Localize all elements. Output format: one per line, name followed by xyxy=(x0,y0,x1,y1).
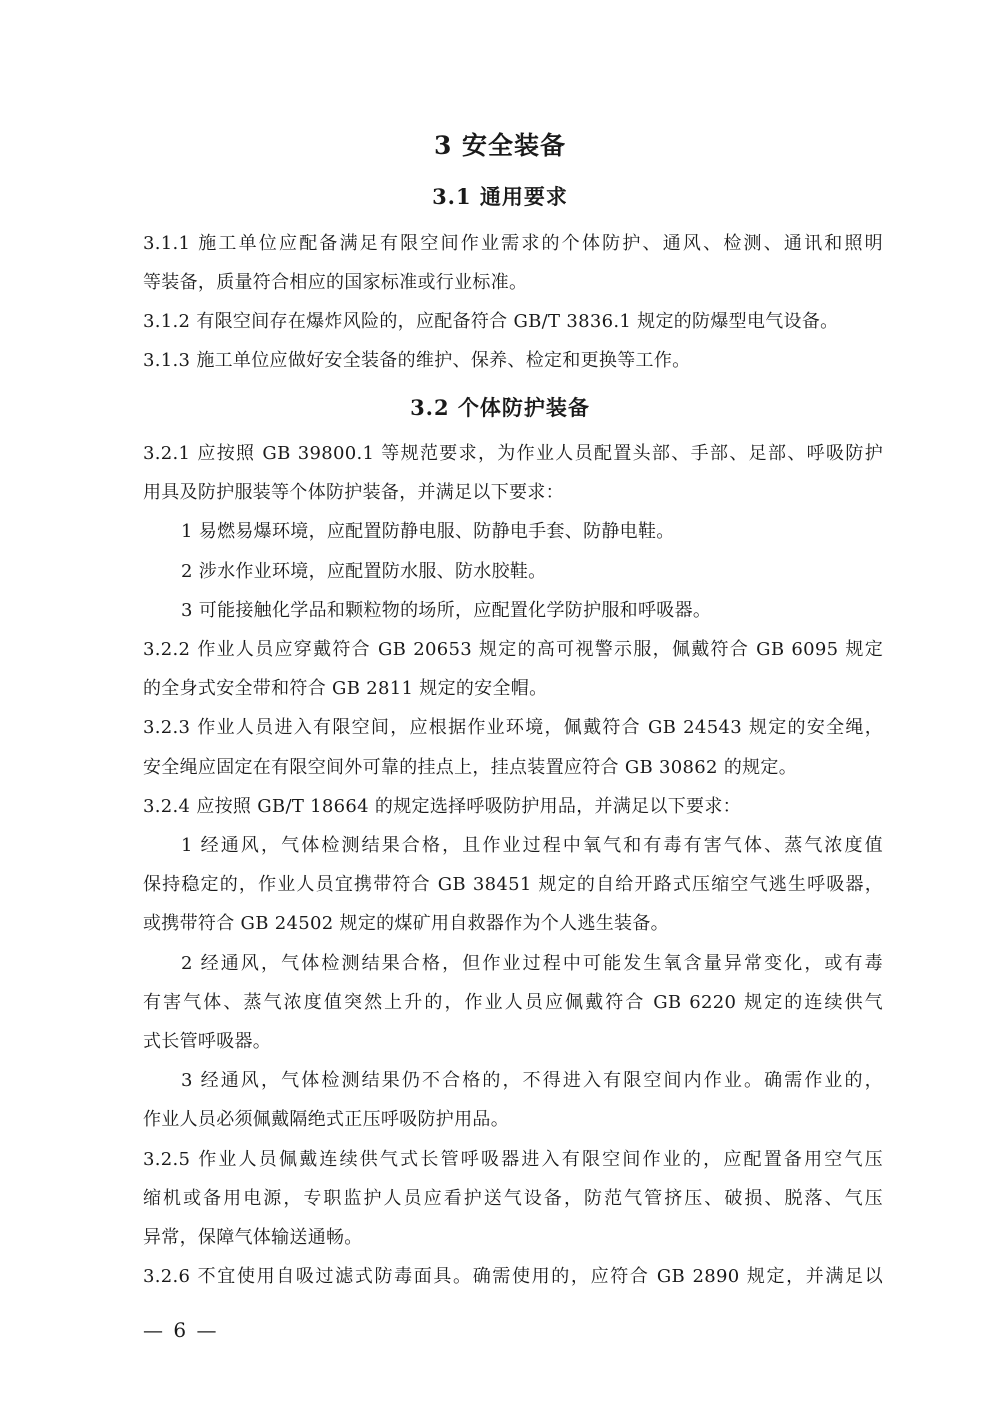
clause-3-2-4-item-1-line-1: 1 经通风，气体检测结果合格，且作业过程中氧气和有毒有害气体、蒸气浓度值 xyxy=(181,835,883,856)
clause-3-2-1-item-1: 1 易燃易爆环境，应配置防静电服、防静电手套、防静电鞋。 xyxy=(181,521,675,542)
clause-3-1-1-line-2: 等装备，质量符合相应的国家标准或行业标准。 xyxy=(143,272,528,293)
chapter-title: 3 安全装备 xyxy=(433,131,567,160)
clause-3-2-4-item-3-line-1: 3 经通风，气体检测结果仍不合格的，不得进入有限空间内作业。确需作业的， xyxy=(181,1070,883,1091)
clause-3-2-5-line-2: 缩机或备用电源，专职监护人员应看护送气设备，防范气管挤压、破损、脱落、气压 xyxy=(143,1188,883,1209)
clause-3-2-5-line-3: 异常，保障气体输送通畅。 xyxy=(143,1227,363,1248)
clause-3-2-1-line-1: 3.2.1 应按照 GB 39800.1 等规范要求，为作业人员配置头部、手部、足部、呼吸防护 xyxy=(143,443,883,464)
clause-3-1-1-line-1: 3.1.1 施工单位应配备满足有限空间作业需求的个体防护、通风、检测、通讯和照明 xyxy=(143,233,883,254)
clause-3-2-4-item-1-line-2: 保持稳定的，作业人员宜携带符合 GB 38451 规定的自给开路式压缩空气逃生呼吸器， xyxy=(143,874,883,895)
clause-3-2-2-line-2: 的全身式安全带和符合 GB 2811 规定的安全帽。 xyxy=(143,678,548,699)
clause-3-2-4-item-2-line-3: 式长管呼吸器。 xyxy=(143,1031,272,1052)
clause-3-1-2-line-1: 3.1.2 有限空间存在爆炸风险的，应配备符合 GB/T 3836.1 规定的防爆型电气设备。 xyxy=(143,311,839,332)
clause-3-2-3-line-1: 3.2.3 作业人员进入有限空间，应根据作业环境，佩戴符合 GB 24543 规定的安全绳， xyxy=(143,717,883,738)
clause-3-2-4-item-3-line-2: 作业人员必须佩戴隔绝式正压呼吸防护用品。 xyxy=(143,1109,509,1130)
clause-3-2-3-line-2: 安全绳应固定在有限空间外可靠的挂点上，挂点装置应符合 GB 30862 的规定。 xyxy=(143,757,798,778)
clause-3-2-2-line-1: 3.2.2 作业人员应穿戴符合 GB 20653 规定的高可视警示服，佩戴符合 GB 6095 规定 xyxy=(143,639,883,660)
section-heading-3-1: 3.1 通用要求 xyxy=(432,184,568,209)
section-heading-3-2: 3.2 个体防护装备 xyxy=(410,395,590,420)
clause-3-2-4-item-2-line-2: 有害气体、蒸气浓度值突然上升的，作业人员应佩戴符合 GB 6220 规定的连续供气 xyxy=(143,992,883,1013)
clause-3-2-1-item-2: 2 涉水作业环境，应配置防水服、防水胶鞋。 xyxy=(181,561,547,582)
clause-3-2-5-line-1: 3.2.5 作业人员佩戴连续供气式长管呼吸器进入有限空间作业的，应配置备用空气压 xyxy=(143,1149,883,1170)
clause-3-2-1-item-3: 3 可能接触化学品和颗粒物的场所，应配置化学防护服和呼吸器。 xyxy=(181,600,712,621)
clause-3-2-6-line-1: 3.2.6 不宜使用自吸过滤式防毒面具。确需使用的，应符合 GB 2890 规定，并满足以 xyxy=(143,1266,883,1287)
clause-3-2-4-item-1-line-3: 或携带符合 GB 24502 规定的煤矿用自救器作为个人逃生装备。 xyxy=(143,913,669,934)
page-number: — 6 — xyxy=(143,1318,219,1342)
clause-3-2-4-item-2-line-1: 2 经通风，气体检测结果合格，但作业过程中可能发生氧含量异常变化，或有毒 xyxy=(181,953,883,974)
clause-3-2-4-line-1: 3.2.4 应按照 GB/T 18664 的规定选择呼吸防护用品，并满足以下要求： xyxy=(143,796,741,817)
clause-3-1-3-line-1: 3.1.3 施工单位应做好安全装备的维护、保养、检定和更换等工作。 xyxy=(143,350,691,371)
clause-3-2-1-line-2: 用具及防护服装等个体防护装备，并满足以下要求： xyxy=(143,482,564,503)
